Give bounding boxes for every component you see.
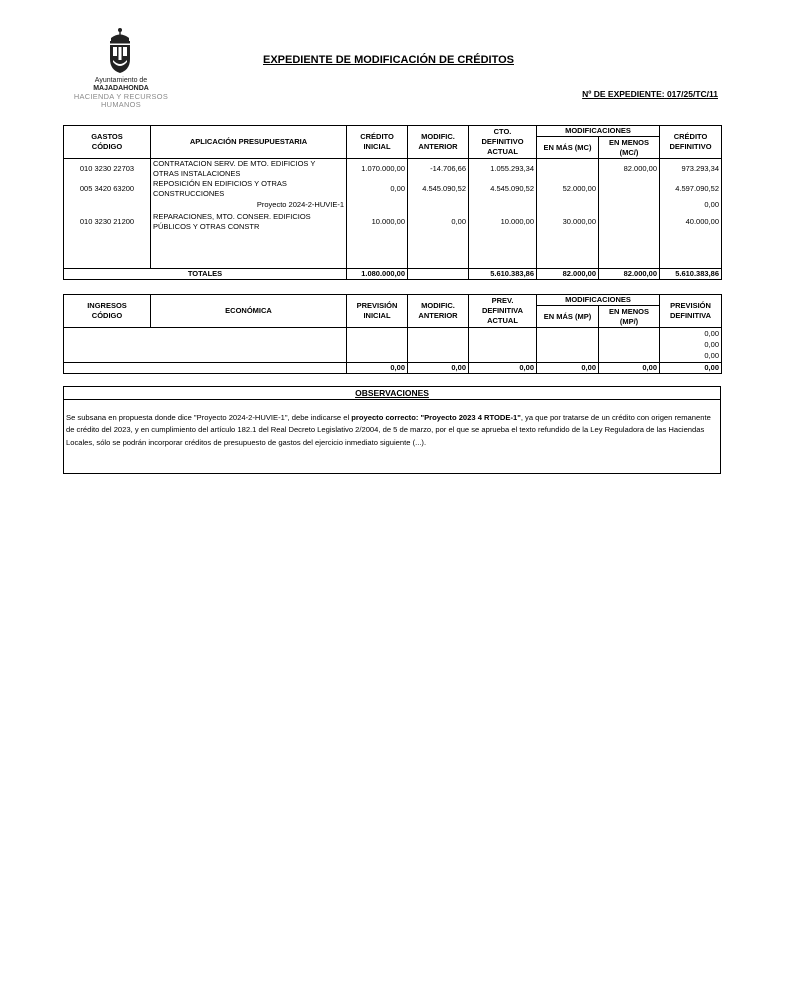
totals-inicial: 1.080.000,00 (347, 268, 408, 279)
row-inicial: 0,00 (347, 179, 408, 200)
totals-mas: 82.000,00 (537, 268, 599, 279)
logo-line-4: HUMANOS (101, 100, 141, 109)
gastos-header-modific-anterior: MODIFIC. ANTERIOR (408, 126, 469, 159)
row-actual (469, 200, 537, 212)
ingresos-header-modific-anterior: MODIFIC. ANTERIOR (408, 295, 469, 328)
observaciones-bold: proyecto correcto: "Proyecto 2023 4 RTODE-1" (351, 413, 521, 422)
row-codigo (64, 200, 151, 212)
ingresos-empty-cell (537, 328, 599, 363)
ingresos-totals-inicial: 0,00 (347, 363, 408, 374)
ingresos-header-en-mas: EN MÁS (MP) (537, 306, 599, 328)
row-definitivo: 4.597.090,52 (660, 179, 722, 200)
row-anterior: 4.545.090,52 (408, 179, 469, 200)
table-row (64, 200, 722, 212)
ingresos-header-prev-definitiva: PREV. DEFINITIVA ACTUAL (469, 295, 537, 328)
ingresos-totals-label (64, 363, 347, 374)
row-inicial (347, 200, 408, 212)
observaciones-title: OBSERVACIONES (64, 387, 720, 400)
row-menos: 82.000,00 (599, 159, 660, 180)
row-codigo: 010 3230 22703 (64, 159, 151, 180)
row-codigo: 005 3420 63200 (64, 179, 151, 200)
row-descripcion: REPOSICIÓN EN EDIFICIOS Y OTRAS CONSTRUCCIONES (151, 179, 347, 200)
totals-label: TOTALES (64, 268, 347, 279)
row-mas (537, 200, 599, 212)
row-inicial: 10.000,00 (347, 212, 408, 268)
gastos-table (63, 125, 722, 280)
logo-line-3: HACIENDA Y RECURSOS (73, 92, 169, 101)
gastos-header-en-mas: EN MÁS (MC) (537, 137, 599, 159)
row-anterior: 0,00 (408, 212, 469, 268)
ingresos-empty-cell (408, 328, 469, 363)
gastos-header-codigo: GASTOS CÓDIGO (64, 126, 151, 159)
logo-line-2: MAJADAHONDA (93, 85, 149, 92)
ingresos-totals-anterior: 0,00 (408, 363, 469, 374)
ingresos-empty-cell (469, 328, 537, 363)
row-mas: 30.000,00 (537, 212, 599, 268)
totals-menos: 82.000,00 (599, 268, 660, 279)
gastos-header-credito-inicial: CRÉDITO INICIAL (347, 126, 408, 159)
totals-row (64, 363, 722, 374)
ingresos-header-economica: ECONÓMICA (151, 295, 347, 328)
row-definitivo: 973.293,34 (660, 159, 722, 180)
row-menos (599, 200, 660, 212)
row-codigo: 010 3230 21200 (64, 212, 151, 268)
expediente-value: 017/25/TC/11 (666, 89, 718, 99)
table-row (64, 159, 722, 180)
table-row (64, 179, 722, 200)
expediente-number (582, 89, 718, 99)
ingresos-header-modificaciones: MODIFICACIONES (537, 295, 660, 306)
totals-row (64, 268, 722, 279)
observaciones-box (63, 386, 721, 474)
table-row (64, 212, 722, 268)
ingresos-totals-menos: 0,00 (599, 363, 660, 374)
observaciones-p2: , ya que por tratarse de un crédito con origen remanente de crédito del 2023, y en cumplimiento del artículo 182.1 del Real Decreto Legislativo 2/2004, de 5 de marzo, por el que se aprueba el texto refundido de la Ley Reguladora de las Haciendas Locales, sólo se podrán incorporar créditos de presupuesto de gastos del ejercicio inmediato siguiente (...). (66, 413, 711, 447)
observaciones-p1: Se subsana en propuesta donde dice "Proyecto 2024-2-HUVIE-1", debe indicarse el (66, 413, 352, 422)
row-anterior: -14.706,66 (408, 159, 469, 180)
ingresos-totals-actual: 0,00 (469, 363, 537, 374)
expediente-label: Nº DE EXPEDIENTE: (582, 89, 665, 99)
gastos-header-cto-definitivo: CTO. DEFINITIVO ACTUAL (469, 126, 537, 159)
row-menos (599, 212, 660, 268)
row-definitivo: 40.000,00 (660, 212, 722, 268)
ingresos-totals-definitivo: 0,00 (660, 363, 722, 374)
ingresos-header-prevision-definitiva: PREVISIÓN DEFINITIVA (660, 295, 722, 328)
row-definitivo: 0,00 (660, 200, 722, 212)
ingresos-table (63, 294, 722, 374)
ingresos-empty-cell (64, 328, 347, 363)
totals-actual: 5.610.383,86 (469, 268, 537, 279)
totals-anterior (408, 268, 469, 279)
gastos-header-en-menos: EN MENOS (MC/) (599, 137, 660, 159)
crest-icon (102, 26, 138, 76)
row-anterior (408, 200, 469, 212)
row-menos (599, 179, 660, 200)
row-descripcion: Proyecto 2024-2-HUVIE-1 (151, 200, 347, 212)
ingresos-totals-mas: 0,00 (537, 363, 599, 374)
document-title: EXPEDIENTE DE MODIFICACIÓN DE CRÉDITOS (263, 54, 514, 66)
ingresos-header-codigo: INGRESOS CÓDIGO (64, 295, 151, 328)
ingresos-header-prevision-inicial: PREVISIÓN INICIAL (347, 295, 408, 328)
row-mas (537, 159, 599, 180)
row-mas: 52.000,00 (537, 179, 599, 200)
table-row (64, 328, 722, 363)
logo-line-1: Ayuntamiento de (94, 77, 148, 84)
totals-definitivo: 5.610.383,86 (660, 268, 722, 279)
gastos-header-credito-definitivo: CRÉDITO DEFINITIVO (660, 126, 722, 159)
ingresos-header-en-menos: EN MENOS (MP/) (599, 306, 660, 328)
row-inicial: 1.070.000,00 (347, 159, 408, 180)
ingresos-def-values: 0,00 0,00 0,00 (660, 328, 722, 363)
ingresos-empty-cell (599, 328, 660, 363)
observaciones-text (66, 412, 718, 449)
gastos-header-modificaciones: MODIFICACIONES (537, 126, 660, 137)
logo-majadahonda (64, 26, 178, 112)
row-actual: 1.055.293,34 (469, 159, 537, 180)
row-descripcion: REPARACIONES, MTO. CONSER. EDIFICIOS PÚBLICOS Y OTRAS CONSTR (151, 212, 347, 268)
ingresos-empty-cell (347, 328, 408, 363)
gastos-header-aplicacion: APLICACIÓN PRESUPUESTARIA (151, 126, 347, 159)
row-descripcion: CONTRATACION SERV. DE MTO. EDIFICIOS Y OTRAS INSTALACIONES (151, 159, 347, 180)
row-actual: 10.000,00 (469, 212, 537, 268)
row-actual: 4.545.090,52 (469, 179, 537, 200)
